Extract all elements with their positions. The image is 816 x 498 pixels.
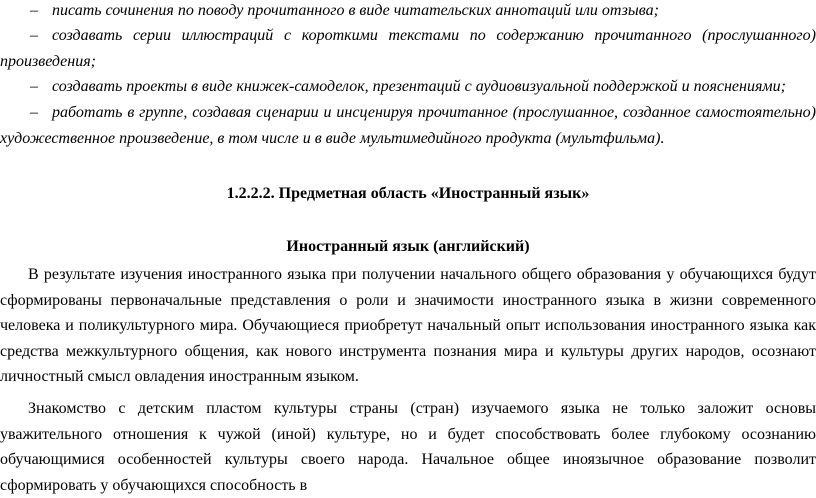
list-dash: – [30,78,38,95]
list-dash: – [30,104,38,121]
list-item [0,100,816,151]
body-paragraph: В результате изучения иностранного языка при получении начального общего образования у обучающихся будут сформированы первоначальные представления о роли и значимости иностранного языка в жизни современного человека и поликультурного мира. Обучающиеся приобретут начальный опыт использования иностранного языка как средства межкультурного общения, как нового инструмента познания мира и культуры других народов, осознают личностный смысл овладения иностранным языком. [0,266,816,386]
list-dash: – [30,2,38,19]
list-item-text: писать сочинения по поводу прочитанного в виде читательских аннотаций или отзыва; [52,2,659,19]
list-dash: – [30,27,38,44]
body-paragraph: Знакомство с детским пластом культуры страны (стран) изучаемого языка не только заложит основы уважительного отношения к чужой (иной) культуре, но и будет способствовать более глубокому осознанию обучающимися особенностей культуры своего народа. Начальное общее иноязычное образование позволит сформировать у обучающихся способность в [0,400,816,494]
list-item-text: работать в группе, создавая сценарии и инсценируя прочитанное (прослушанное, созданное самостоятельно) художественное произведение, в том числе и в виде мультимедийного продукта (мультфильма). [0,104,816,147]
list-item [0,74,816,100]
list-item-text: создавать серии иллюстраций с короткими текстами по содержанию прочитанного (прослушанного) произведения; [0,27,816,70]
list-item [0,23,816,74]
section-heading: 1.2.2.2. Предметная область «Иностранный язык» [226,185,590,202]
list-item-text: создавать проекты в виде книжек-самоделок, презентаций с аудиовизуальной поддержкой и пояснениями; [52,78,786,95]
list-item [0,0,816,24]
subheading: Иностранный язык (английский) [286,238,530,255]
